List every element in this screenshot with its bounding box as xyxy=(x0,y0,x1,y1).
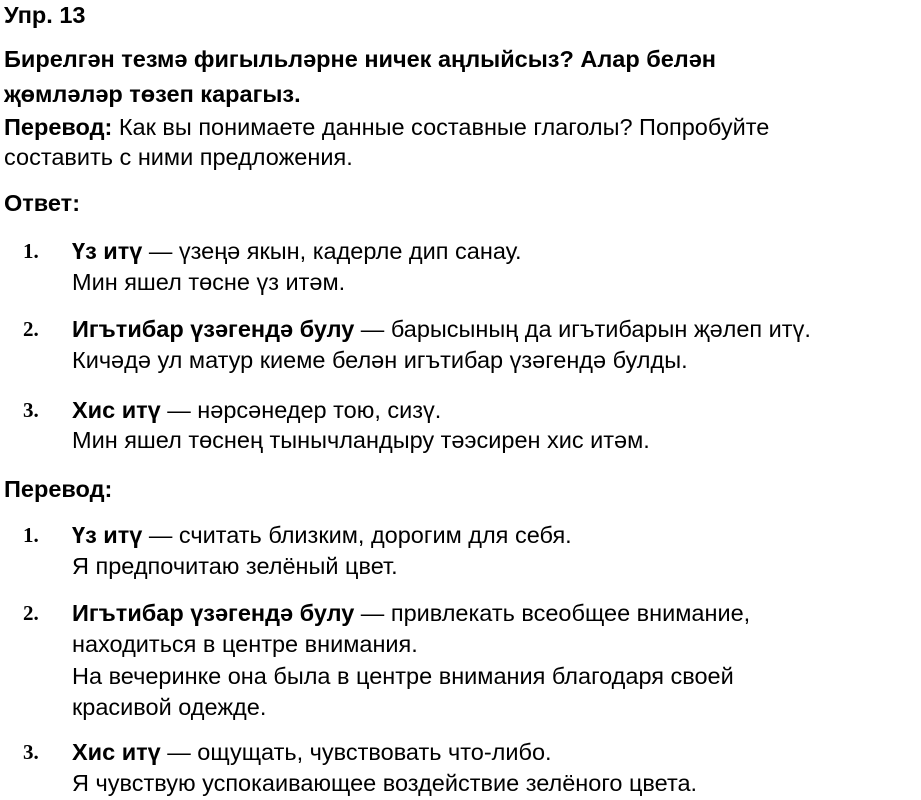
answer-item-1-example: Мин яшел төсне үз итәм. xyxy=(72,269,346,295)
translation-intro-label: Перевод: xyxy=(4,114,113,140)
answer-item-3-example: Мин яшел төснең тынычландыру тәэсирен хис итәм. xyxy=(72,427,650,453)
answer-item-3-definition xyxy=(72,395,441,425)
translation-item-2-term: Игътибар үзәгендә булу xyxy=(72,600,355,626)
translation-item-2-number: 2. xyxy=(23,601,39,625)
translation-intro-line-1 xyxy=(4,112,769,142)
translation-item-1-example: Я предпочитаю зелёный цвет. xyxy=(72,553,398,579)
task-text-line-2: җөмләләр төзеп карагыз. xyxy=(4,81,301,107)
translation-item-1-term: Үз итү xyxy=(72,522,143,548)
answer-item-2-definition xyxy=(72,314,811,344)
translation-item-1-definition-text: — считать близким, дорогим для себя. xyxy=(142,522,572,548)
translation-item-2-definition-text: — привлекать всеобщее внимание, xyxy=(354,600,751,626)
answer-item-2-definition-text: — барысының да игътибарын җәлеп итү. xyxy=(354,316,811,342)
exercise-label: Упр. 13 xyxy=(4,2,86,28)
answer-item-1-definition xyxy=(72,236,522,266)
translation-item-2-example: На вечеринке она была в центре внимания благодаря своей xyxy=(72,663,734,689)
task-text-line-1: Бирелгән тезмә фигыльләрне ничек аңлыйсыз? Алар белән xyxy=(4,46,716,72)
translation-item-3-example: Я чувствую успокаивающее воздействие зелёного цвета. xyxy=(72,770,698,796)
translation-item-1-number: 1. xyxy=(23,523,39,547)
answer-item-3-number: 3. xyxy=(23,398,39,422)
answer-heading: Ответ: xyxy=(4,190,81,216)
translation-item-2-example-cont: красивой одежде. xyxy=(72,694,267,720)
translation-item-2-definition xyxy=(72,598,750,628)
translation-item-3-number: 3. xyxy=(23,740,39,764)
answer-item-1-number: 1. xyxy=(23,239,39,263)
translation-intro-text: Как вы понимаете данные составные глаголы? Попробуйте xyxy=(112,114,770,140)
answer-item-1-definition-text: — үзеңә якын, кадерле дип санау. xyxy=(142,238,522,264)
translation-item-3-term: Хис итү xyxy=(72,739,161,765)
answer-item-3-term: Хис итү xyxy=(72,397,161,423)
translation-heading: Перевод: xyxy=(4,476,113,502)
answer-item-2-number: 2. xyxy=(23,317,39,341)
translation-item-2-definition-cont: находиться в центре внимания. xyxy=(72,631,418,657)
answer-item-3-definition-text: — нәрсәнедер тою, сизү. xyxy=(160,397,442,423)
translation-item-1-definition xyxy=(72,520,572,550)
answer-item-2-term: Игътибар үзәгендә булу xyxy=(72,316,355,342)
answer-item-1-term: Үз итү xyxy=(72,238,143,264)
translation-item-3-definition-text: — ощущать, чувствовать что-либо. xyxy=(160,739,552,765)
translation-intro-line-2: составить с ними предложения. xyxy=(4,144,353,170)
answer-item-2-example: Кичәдә ул матур киеме белән игътибар үзәгендә булды. xyxy=(72,347,688,373)
translation-item-3-definition xyxy=(72,737,552,767)
